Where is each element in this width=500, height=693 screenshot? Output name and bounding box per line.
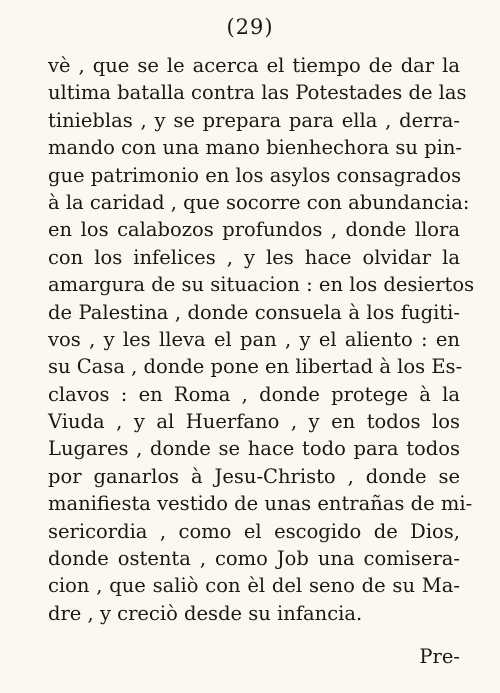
- text-line: ultima batalla contra las Potestades de las: [48, 81, 467, 105]
- text-line: amargura de su situacion : en los desiertos: [48, 273, 475, 297]
- text-line: con los infelices , y les hace olvidar la: [48, 245, 460, 269]
- catchword: Pre-: [419, 645, 460, 668]
- text-line: sericordia , como el escogido de Dios,: [48, 519, 460, 543]
- text-line: vos , y les lleva el pan , y el aliento : en: [48, 327, 460, 351]
- page-number: (29): [226, 15, 274, 39]
- text-line: clavos : en Roma , donde protege à la: [48, 382, 460, 406]
- text-line: Lugares , donde se hace todo para todos: [48, 437, 460, 461]
- text-line: gue patrimonio en los asylos consagrados: [48, 163, 462, 187]
- text-line: à la caridad , que socorre con abundancia:: [48, 190, 470, 214]
- text-line: de Palestina , donde consuela à los fugiti-: [48, 300, 460, 324]
- text-line: manifiesta vestido de unas entrañas de mi-: [48, 492, 473, 516]
- text-line: Viuda , y al Huerfano , y en todos los: [48, 410, 460, 434]
- text-line: donde ostenta , como Job una comisera-: [48, 547, 460, 571]
- text-line: mando con una mano bienhechora su pin-: [48, 136, 462, 160]
- text-line: tinieblas , y se prepara para ella , derra-: [48, 108, 460, 132]
- text-line: cion , que saliò con èl del seno de su Ma-: [48, 574, 460, 598]
- text-line: vè , que se le acerca el tiempo de dar la: [48, 54, 460, 77]
- text-line: por ganarlos à Jesu-Christo , donde se: [48, 464, 460, 488]
- text-line: su Casa , donde pone en libertad à los Es-: [48, 355, 463, 379]
- text-line: en los calabozos profundos , donde llora: [48, 218, 460, 242]
- text-line: dre , y creciò desde su infancia.: [48, 601, 363, 625]
- body-text: [48, 52, 475, 627]
